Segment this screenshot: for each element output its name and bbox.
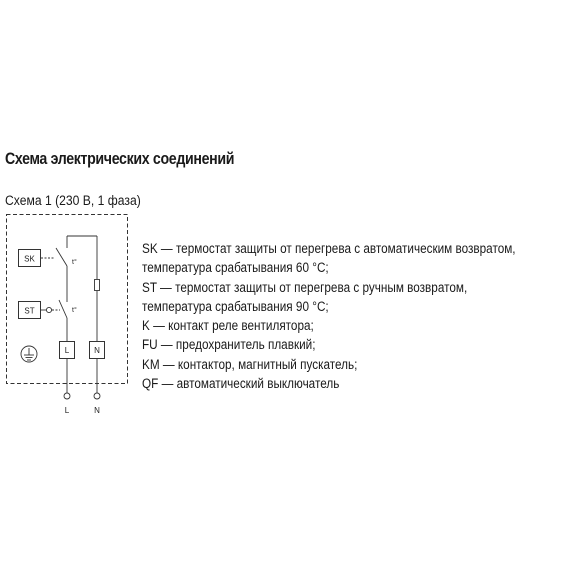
ground-icon xyxy=(21,346,37,362)
l-terminal-block xyxy=(60,342,75,359)
page-title: Схема электрических соединений xyxy=(5,150,235,168)
sk-label: SK xyxy=(24,254,35,264)
sk-contact xyxy=(56,248,67,266)
legend-line: температура срабатывания 90 °C; xyxy=(142,298,329,314)
st-reset-icon xyxy=(46,307,51,312)
l-terminal-label: L xyxy=(64,406,70,415)
svg-text:N: N xyxy=(94,346,100,355)
n-terminal-label: N xyxy=(94,406,100,415)
st-temp-mark: t° xyxy=(72,307,77,314)
legend-line: K — контакт реле вентилятора; xyxy=(142,318,314,334)
st-contact xyxy=(59,300,67,318)
legend-list xyxy=(142,239,570,393)
legend-line: KM — контактор, магнитный пускатель; xyxy=(142,356,358,372)
scheme-title: Схема 1 (230 В, 1 фаза) xyxy=(5,193,141,208)
n-terminal-block xyxy=(90,342,105,359)
l-supply-terminal xyxy=(64,393,70,399)
legend-line: SK — термостат защиты от перегрева с автоматическим возвратом, xyxy=(142,241,516,256)
n-supply-terminal xyxy=(94,393,100,399)
wiring-diagram xyxy=(0,210,140,425)
legend-line: FU — предохранитель плавкий; xyxy=(142,337,316,353)
sk-temp-mark: t° xyxy=(72,259,77,266)
legend-line: температура срабатывания 60 °C; xyxy=(142,260,329,276)
st-thermostat xyxy=(19,302,41,319)
legend-line: ST — термостат защиты от перегрева с ручным возвратом, xyxy=(142,279,468,295)
sk-thermostat xyxy=(19,250,41,267)
st-label: ST xyxy=(24,306,35,316)
svg-text:L: L xyxy=(64,346,70,355)
legend-line: QF — автоматический выключатель xyxy=(142,376,340,392)
fuse-icon xyxy=(95,280,100,291)
